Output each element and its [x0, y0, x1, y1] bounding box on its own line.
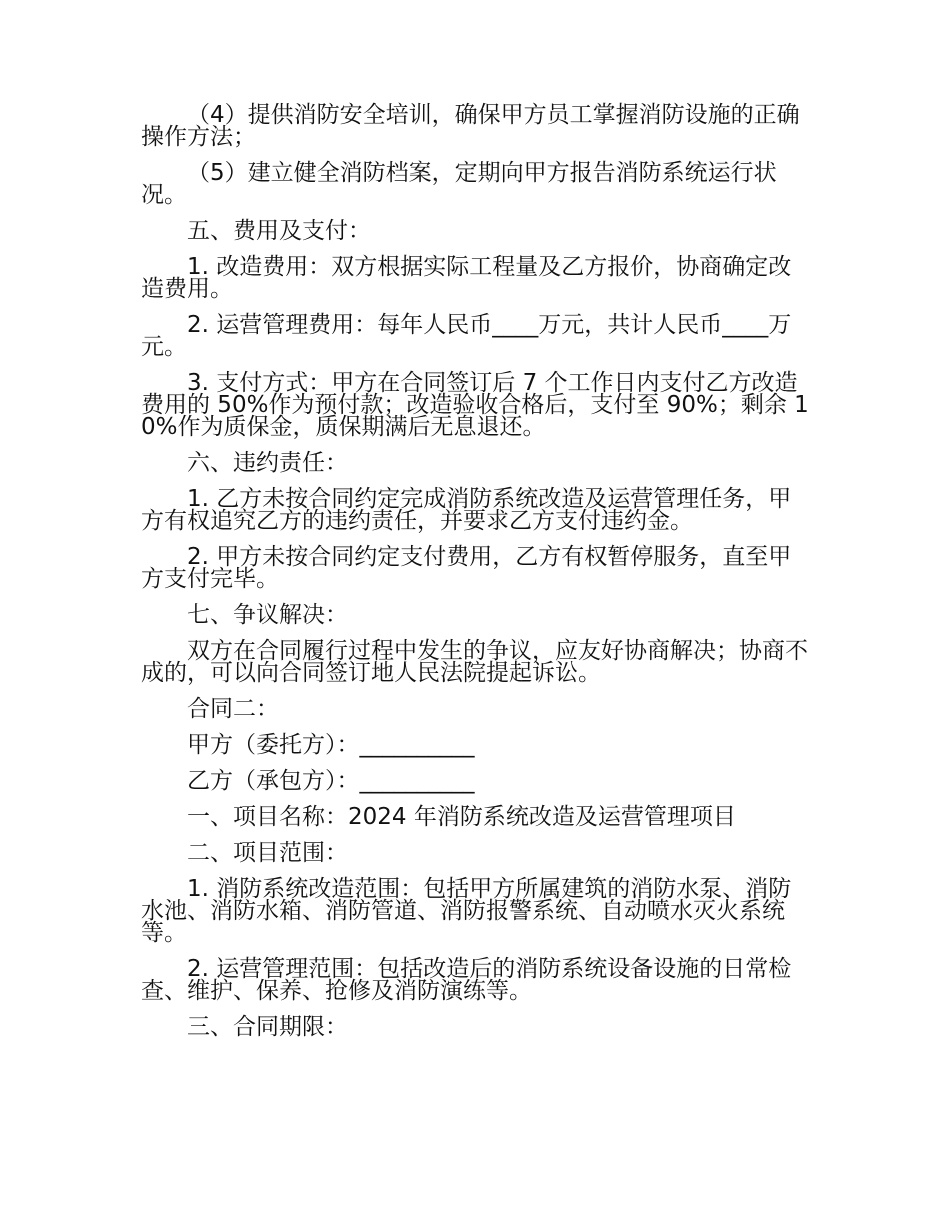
contract-two-heading: 合同二：	[187, 696, 279, 722]
paragraph-dispute-resolution: 双方在合同履行过程中发生的争议，应友好协商解决；协商不成的，可以向合同签订地人民法院提起诉讼。	[141, 638, 808, 686]
section-heading-term: 三、合同期限：	[187, 1014, 348, 1040]
paragraph-training: （4）提供消防安全培训，确保甲方员工掌握消防设施的正确操作方法；	[141, 102, 800, 150]
section-heading-fees: 五、费用及支付：	[187, 218, 371, 244]
paragraph-archives: （5）建立健全消防档案，定期向甲方报告消防系统运行状况。	[141, 160, 777, 208]
paragraph-payment-method: 3. 支付方式：甲方在合同签订后 7 个工作日内支付乙方改造费用的 50%作为预付款；改造验收合格后，支付至 90%；剩余 10%作为质保金，质保期满后无息退还。	[141, 370, 809, 440]
party-b-line: 乙方（承包方）：__________	[187, 768, 475, 794]
party-a-line: 甲方（委托方）：__________	[187, 732, 475, 758]
paragraph-party-a-liability: 2. 甲方未按合同约定支付费用，乙方有权暂停服务，直至甲方支付完毕。	[141, 544, 792, 592]
section-heading-liability: 六、违约责任：	[187, 450, 348, 476]
paragraph-party-b-liability: 1. 乙方未按合同约定完成消防系统改造及运营管理任务，甲方有权追究乙方的违约责任，并要求乙方支付违约金。	[141, 486, 792, 534]
section-heading-scope: 二、项目范围：	[187, 840, 348, 866]
paragraph-operation-scope: 2. 运营管理范围：包括改造后的消防系统设备设施的日常检查、维护、保养、抢修及消防演练等。	[141, 956, 792, 1004]
project-name-line: 一、项目名称：2024 年消防系统改造及运营管理项目	[187, 804, 736, 830]
section-heading-disputes: 七、争议解决：	[187, 602, 348, 628]
paragraph-renovation-scope: 1. 消防系统改造范围：包括甲方所属建筑的消防水泵、消防水池、消防水箱、消防管道、消防报警系统、自动喷水灭火系统等。	[141, 876, 792, 946]
paragraph-renovation-fee: 1. 改造费用：双方根据实际工程量及乙方报价，协商确定改造费用。	[141, 254, 792, 302]
document-body	[141, 104, 813, 1052]
paragraph-operation-fee: 2. 运营管理费用：每年人民币____万元，共计人民币____万元。	[141, 312, 792, 360]
